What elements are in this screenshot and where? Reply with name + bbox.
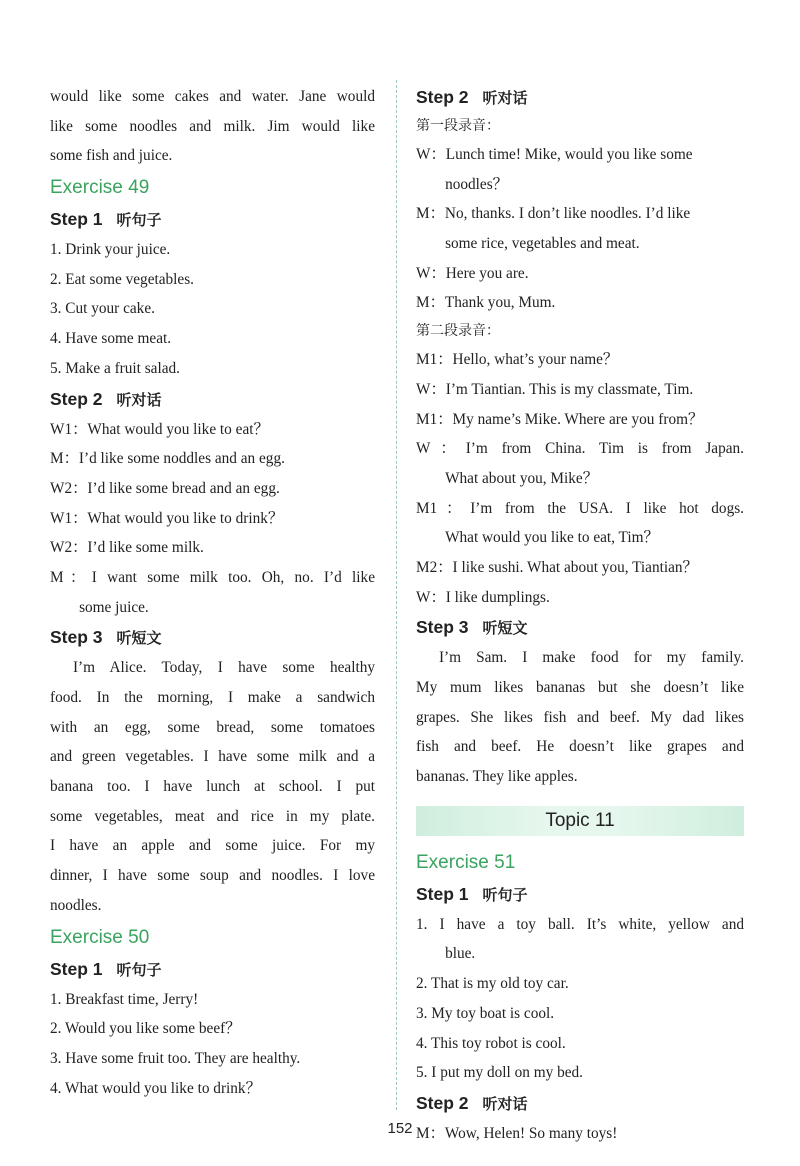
- sentence-line: 5. I put my doll on my bed.: [416, 1064, 583, 1082]
- dialogue-line: W2：I’d like some bread and an egg.: [50, 479, 280, 497]
- exercise-heading: Exercise 50: [50, 926, 150, 948]
- step-cn-label: 听对话: [482, 89, 528, 107]
- step-heading: [50, 384, 375, 415]
- passage-line: and green vegetables. I have some milk and a: [50, 748, 375, 766]
- right-column: [416, 82, 744, 1149]
- sentence-line: 2. Eat some vegetables.: [50, 270, 194, 288]
- passage-line: some vegetables, meat and rice in my plate.: [50, 807, 375, 825]
- segment-label: 第二段录音：: [416, 323, 500, 340]
- column-divider: [396, 80, 397, 1110]
- step-label: Step 2: [416, 87, 469, 107]
- text-line: would like some cakes and water. Jane would: [50, 88, 375, 105]
- exercise-heading: Exercise 51: [416, 851, 516, 873]
- sentence-line: 3. My toy boat is cool.: [416, 1004, 555, 1022]
- passage-line: grapes. She likes fish and beef. My dad likes: [416, 708, 744, 726]
- sentence-line: 2. That is my old toy car.: [416, 975, 569, 993]
- dialogue-line: W1：What would you like to eat？: [50, 420, 269, 438]
- dialogue-line: M2：I like sushi. What about you, Tiantian？: [416, 558, 698, 576]
- sentence-line: 4. Have some meat.: [50, 330, 172, 348]
- passage-line: I’m Alice. Today, I have some healthy: [72, 659, 375, 677]
- step-label: Step 3: [416, 617, 469, 638]
- sentence-line: 3. Have some fruit too. They are healthy.: [50, 1049, 301, 1067]
- exercise-heading: Exercise 49: [50, 177, 150, 199]
- sentence-line: 1. Drink your juice.: [50, 241, 171, 259]
- passage-line: dinner, I have some soup and noodles. I love: [50, 867, 375, 885]
- step-cn-label: 听句子: [116, 211, 162, 230]
- left-column: [50, 82, 375, 1103]
- segment-label: 第一段录音：: [416, 118, 500, 134]
- dialogue-line: M：I’d like some noddles and an egg.: [50, 450, 285, 468]
- step-heading: [416, 612, 744, 643]
- step-heading: [416, 1088, 744, 1119]
- passage-line: bananas. They like apples.: [416, 768, 578, 786]
- sentence-line: blue.: [445, 945, 476, 963]
- dialogue-line: M1：I’m from the USA. I like hot dogs.: [416, 499, 744, 517]
- dialogue-line: W：I’m Tiantian. This is my classmate, Tim.: [416, 380, 694, 398]
- dialogue-line: noodles？: [445, 175, 508, 193]
- dialogue-line: W：I like dumplings.: [416, 588, 550, 606]
- dialogue-line: W：I’m from China. Tim is from Japan.: [416, 440, 744, 458]
- step-heading: [50, 204, 375, 235]
- sentence-line: 5. Make a fruit salad.: [50, 359, 180, 377]
- step-heading: [416, 82, 744, 113]
- dialogue-line: M：No, thanks. I don’t like noodles. I’d like: [416, 205, 691, 223]
- passage-line: food. In the morning, I make a sandwich: [50, 689, 375, 706]
- sentence-line: 3. Cut your cake.: [50, 300, 155, 318]
- step-cn-label: 听句子: [116, 960, 162, 979]
- step-cn-label: 听句子: [482, 885, 528, 904]
- dialogue-line: M1：My name’s Mike. Where are you from？: [416, 410, 704, 428]
- step-cn-label: 听对话: [482, 1094, 528, 1113]
- topic-banner: Topic 11: [416, 806, 744, 836]
- dialogue-line: W：Lunch time! Mike, would you like some: [416, 146, 693, 163]
- dialogue-line: W1：What would you like to drink？: [50, 509, 284, 527]
- sentence-line: 2. Would you like some beef？: [50, 1020, 241, 1038]
- dialogue-line: some rice, vegetables and meat.: [445, 235, 640, 253]
- dialogue-line: What would you like to eat, Tim？: [445, 529, 659, 547]
- step-label: Step 2: [50, 388, 103, 409]
- page-number: 152: [387, 1120, 413, 1137]
- passage-line: My mum likes bananas but she doesn’t like: [416, 679, 744, 696]
- dialogue-line: some juice.: [79, 598, 149, 616]
- text-line: some fish and juice.: [50, 147, 173, 165]
- dialogue-line: M1：Hello, what’s your name？: [416, 351, 619, 369]
- step-cn-label: 听短文: [116, 629, 162, 648]
- dialogue-line: W：Here you are.: [416, 264, 529, 282]
- step-label: Step 2: [416, 1092, 469, 1113]
- sentence-line: 4. What would you like to drink？: [50, 1079, 261, 1097]
- step-heading: [50, 954, 375, 985]
- step-cn-label: 听短文: [482, 619, 528, 638]
- step-label: Step 1: [50, 209, 103, 230]
- passage-line: banana too. I have lunch at school. I put: [50, 778, 375, 796]
- step-heading: [416, 879, 744, 910]
- dialogue-line: M：Thank you, Mum.: [416, 294, 556, 312]
- dialogue-line: What about you, Mike？: [445, 469, 599, 487]
- passage-line: noodles.: [50, 896, 102, 914]
- step-heading: [50, 622, 375, 653]
- step-label: Step 3: [50, 627, 103, 648]
- passage-line: I’m Sam. I make food for my family.: [438, 649, 744, 667]
- sentence-line: 1. Breakfast time, Jerry!: [50, 990, 199, 1008]
- step-cn-label: 听对话: [116, 390, 162, 409]
- sentence-line: 1. I have a toy ball. It’s white, yellow and: [416, 915, 744, 933]
- passage-line: with an egg, some bread, some tomatoes: [50, 718, 375, 736]
- passage-line: fish and beef. He doesn’t like grapes and: [416, 738, 744, 756]
- dialogue-line: W2：I’d like some milk.: [50, 539, 204, 557]
- dialogue-line: M：Wow, Helen! So many toys!: [416, 1124, 618, 1142]
- passage-line: I have an apple and some juice. For my: [50, 837, 375, 855]
- step-label: Step 1: [50, 958, 103, 979]
- sentence-line: 4. This toy robot is cool.: [416, 1034, 566, 1052]
- dialogue-line: M：I want some milk too. Oh, no. I’d like: [50, 568, 375, 586]
- text-line: like some noodles and milk. Jim would like: [50, 117, 375, 135]
- step-label: Step 1: [416, 883, 469, 904]
